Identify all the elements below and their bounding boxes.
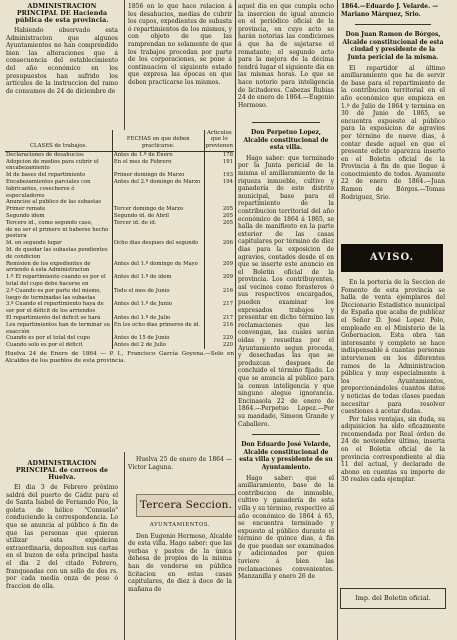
table-header-row <box>5 130 234 151</box>
cell-fecha: Antes de 15 de Junio <box>112 335 204 342</box>
hacienda-continuation: 1856 en lo que hace relacion á los desahucios, medias de cubrir los cupos, expedientes de subasta ó repartimientos de los mismos, y con objeto de que las ramprendan no solamente de que los trabajos procedan por parte de los corporaciones, se pone á continuacion el siguiente estado que expresa las épocas en que deben practicarse los mismos. <box>128 3 232 86</box>
cell-fecha <box>112 247 204 261</box>
aviso-body-2: Por tales ventajas, sin duda, su adquisicion ha sido eficazmente recomendada por Real órden de 24 de noviembre último, inserta en el Boletin oficial de la provincia correspondiente al dia 11 del actual, y declarado de abono en cuentas su importe de 30 reales cada ejemplar. <box>341 415 445 484</box>
column-rule <box>337 0 338 640</box>
divider <box>355 24 431 25</box>
cell-fecha: Primer domingo de Marzo <box>112 172 204 179</box>
cell-clase: 3.º Cuando el repartimiento haya de ser por el déficit de los arriendos <box>5 301 112 315</box>
admin-correos-body: El dia 3 de Febrero próximo saldrá del puerto de Cádiz para el de Santa Isabel de Fernando Póo, la goleta de hélice "Consuelo" conduciendo la correspondencia. Lo que se anuncia al público á fin de que las personas que quieran utilizar esta expedicion extraordinaria, depositen sus cartas en el buzon de esta principal hasta el dia 2 del citado Febrero, franqueadas con un sello de dos rs. por cada media onza de peso ó fraccion de ella. <box>6 484 118 590</box>
column-rule <box>124 0 125 130</box>
header-fechas: FECHAS en que deben practicarse. <box>112 130 204 151</box>
cell-articulo <box>204 227 234 241</box>
table-row <box>5 206 234 213</box>
cell-articulo: 216 <box>222 321 233 328</box>
cell-clase: Anuncios al público de las subastas <box>5 199 112 206</box>
table-row <box>5 335 234 342</box>
cell-clase: Remision de los expedientes de arriendo á esta Administracion <box>5 261 112 275</box>
borgos-notice: El repartidor al último amillaramiento que ha de servir de base para el repartimiento de la contribucion territorial en el año económico que empieza en 1.º de Julio de 1864 y termina en 30 de Junio de 1865, se encuentra expuesto al público para la exposicion de agravios por término de nueve dias, á contar desde aquel en que el presente edicto aparezca inserto en el Boletin oficial de la Provincia á fin de que llegue á conocimiento de todos. Ayamonte 22 de enero de 1864.—Juan Ramon de Bórgos.—Tomas Rodriguez, Srio. <box>341 64 445 201</box>
cell-clase: El repartimiento del déficit se hará <box>5 315 112 322</box>
table-row <box>5 179 234 199</box>
correos-signature: Huelva 25 de enero de 1864 —Víctor Laguna. <box>128 456 232 471</box>
cell-clase: Cuando es por el total del cupo <box>5 335 112 342</box>
table-row <box>5 159 234 173</box>
divider <box>252 434 320 435</box>
cell-fecha: Antes de 1.º de Enero <box>112 151 204 158</box>
velarde-signature: 1864.—Eduardo J. Velarde. —Mariano Márquez, Srio. <box>341 3 439 18</box>
table-row <box>5 301 234 315</box>
cell-clase: Id. de quedar las subastas pendientes de condicion <box>5 247 112 261</box>
cell-fecha: Tercer id. de id. <box>112 220 204 227</box>
cell-articulo: 209 <box>222 260 233 267</box>
cell-articulo: 209 <box>222 274 233 281</box>
ayuntamientos-heading: AYUNTAMIENTOS. <box>149 522 211 528</box>
cell-articulo: 205 <box>222 206 233 213</box>
cell-fecha: Antes del 1.º de Julio <box>112 315 204 322</box>
column-rule <box>124 452 125 640</box>
cell-articulo <box>204 199 234 206</box>
cell-clase: de no ser el primero ni haberse hecho postura <box>5 227 112 241</box>
cell-fecha: En el mes de Febrero <box>112 159 204 173</box>
table-row <box>5 315 234 322</box>
header-clases: CLASES de trabajos. <box>5 130 112 151</box>
imprint-box: Imp. del Boletin oficial. <box>340 588 446 609</box>
admin-hacienda-body: Habiendo observado esta Administracion que algunos Ayuntamientos no han comprendido bien las alteraciones que á consecuencia del establecimiento del año económico en los presupuestos han sufrido los artículos de la instruccion del ramo de consumos de 24 de diciembre de <box>6 27 118 95</box>
table-row <box>5 342 234 349</box>
cell-fecha: Ocho dias despues del segundo <box>112 240 204 247</box>
cell-fecha <box>112 199 204 206</box>
divider <box>252 122 320 123</box>
cell-articulo: 220 <box>222 335 233 342</box>
cell-articulo: 194 <box>222 179 233 186</box>
table-row <box>5 227 234 241</box>
cell-articulo: 205 <box>222 219 233 226</box>
aviso-body: En la portería de la Seccion de Fomento de esta provincia se halla de venta ejemplares del Diccionario Estadístico municipal de España que acaba de publicar el Señor D. José Lopez Polo, empleado en el Ministerio de la Gobernacion. Esta obra tan interesante y completo se hace indispensable á cuantas personas intervienen en los diferentes ramos de la Administracion pública y muy especialmente á los Ayuntamientos, proporcionándoles cuantos datos y noticias de todas clases puedan necesitar para resolver cuestiones á acotar dudas. <box>341 279 445 416</box>
cell-fecha: Antes del 2.º domingo de Marzo <box>112 179 204 199</box>
table-row <box>5 213 234 220</box>
table-row <box>5 288 234 302</box>
cell-fecha: Antes del 1.º de Junio <box>112 301 204 315</box>
cell-articulo: 217 <box>222 301 233 308</box>
lopez-notice: Hago saber: que terminado por la Junta pericial de la misma el amillaramiento de la riqueza inmueble, cultivo y ganadería de este distrito municipal, base para el repartimiento de la contribucion territorial del año económico de 1864 á 1865, se halla de manifiesto en la parte exterior de las casas capitulares por término de diez dias para la exposicion de agravios, contados desde el en que se inserte este anuncio en el Boletin oficial de la provincia. Los contribuyentes, así vecinos como forasteros ó sus respectivos encargados, pueden examinar los expresados trabajos y presentar en dicho término las reclamaciones que les convengan, las cuales serán oidas y resueltas por el Ayuntamiento segun proceda, y desechadas las que se produzcan despues de concluido el término fijado. Lo que se anuncia al público para la comun inteligencia y que ninguno alegue ignorancia. Encinasola 22 de enero de 1864.—Perpetuo Lopez.—Por su mandado, Simeon Grande y Caballero. <box>238 154 334 428</box>
column-3-bottom <box>238 122 334 640</box>
cabezas-rubias-continuation: aquel dia en que cumpla ocho la insercion de igual anuncio en el periódico oficial de la provincia, en cuyo acto se harán notorias las condiciones á que ha de sujetarse el rematante; el segundo acto para la mejora de la décima tendrá lugar el siguiente dia en las mismas horas. Lo que se hace notorio para inteligencia de licitadores. Cabezas Rubias 24 de enero de 1864.—Eugenio Hermoso. <box>238 3 334 109</box>
cell-articulo: 206 <box>222 240 233 247</box>
table-row <box>5 151 234 158</box>
cell-clase: Id de bases del repartimiento <box>5 172 112 179</box>
column-1-top <box>6 3 118 123</box>
table-footer: Huelva 24 de Enero de 1864 — P. I., Francisco García Goyena.—Solo en Alcaldes de los pueblos de esta provincia. <box>5 351 234 364</box>
cell-fecha: Antes del 2 de Julio <box>112 342 204 349</box>
velarde-title: Don Eduardo José Velarde, Alcalde constitucional de esta villa y presidente de su Ayuntamiento. <box>239 441 333 471</box>
cell-clase: Los repartimientos han de terminar su exacción <box>5 322 112 336</box>
header-articulos: Artículos que lo previenen <box>204 130 234 151</box>
cell-articulo <box>204 247 234 261</box>
cell-articulo: 191 <box>222 158 233 165</box>
cell-articulo: 178 <box>222 151 233 158</box>
cell-clase: 2.º Cuando es por parte del mismo, luego de terminadas las subastas <box>5 288 112 302</box>
column-4-top <box>341 3 445 241</box>
borgos-title: Don Juan Ramon de Bórgos, Alcalde constitucional de esta ciudad y presidente de la Junta pericial de la misma. <box>342 31 444 61</box>
cell-clase: Segundo idem <box>5 213 112 220</box>
lopez-title: Don Perpetuo Lopez, Alcalde constitucional de esta villa. <box>243 129 329 152</box>
cell-articulo: 217 <box>222 315 233 322</box>
admin-correos-heading: ADMINISTRACION PRINCIPAL de correos de Huelva. <box>15 460 109 481</box>
column-4-bottom <box>341 279 445 585</box>
cell-fecha: Antes del 1.º de idem <box>112 274 204 288</box>
cell-fecha <box>112 227 204 241</box>
cell-articulo: 220 <box>222 342 233 349</box>
cell-fecha: Todo el mes de Junio <box>112 288 204 302</box>
table-row <box>5 199 234 206</box>
cell-fecha: Tercer domingo de Marzo <box>112 206 204 213</box>
hermoso-notice: Don Eugenio Hermoso, Alcalde de esta villa. Hago saber: que las yerbas y pastos de la única dehesa de propios de la misma han de venderse en pública licitacion en estas casas capitulares, de diez á doce de la mañana de <box>128 532 232 593</box>
cell-fecha: Segundo id. de Abril <box>112 213 204 220</box>
cell-clase: 1.º El repartimiento cuando es por el total del cupo debe hacerse en <box>5 274 112 288</box>
cell-clase: Tercero id., como segundo caso, <box>5 220 112 227</box>
cell-clase: Cuando solo es por el déficit <box>5 342 112 349</box>
column-1-bottom <box>6 460 118 640</box>
table-row <box>5 247 234 261</box>
table-row <box>5 274 234 288</box>
cell-articulo: 193 <box>222 172 233 179</box>
cell-clase: Adopcion de medios para cubrir el encabezamiento <box>5 159 112 173</box>
table-row <box>5 172 234 179</box>
table-row <box>5 220 234 227</box>
ayuntamientos-block <box>128 522 232 640</box>
column-rule <box>235 0 236 640</box>
cell-clase: Primer remate <box>5 206 112 213</box>
cell-clase: Encabezamientos parciales con fabricantes, cosecheros ó especuladores <box>5 179 112 199</box>
cell-clase: Id. en segundo lugar <box>5 240 112 247</box>
cell-articulo: 205 <box>222 213 233 220</box>
cell-fecha: Antes del 1.º domingo de Mayo <box>112 261 204 275</box>
cell-clase: Declaraciones de desahucios <box>5 151 112 158</box>
schedule-table-block <box>5 130 234 448</box>
column-3-top <box>238 3 334 118</box>
aviso-banner: AVISO. <box>341 244 443 272</box>
admin-hacienda-heading: ADMINISTRACION PRINCIPAL DE Hacienda pública de esta provincia. <box>15 3 109 24</box>
cell-articulo: 216 <box>222 287 233 294</box>
schedule-table <box>5 130 234 349</box>
column-2-top <box>128 3 232 125</box>
table-row <box>5 322 234 336</box>
velarde-notice: Hago saber: que el amillaramiento, base de la contribucion de inmueble, cultivo y ganadería de esta villa y su término, respectivo al año económico de 1864 á 65, se encuentra terminado y expuesto al público durante el término de quince dias, á fin de que puedan ser examinados y adicionados por quien tuviere á bien las reclamaciones convenientes. Manzanilla y enero 26 de <box>238 474 334 581</box>
table-row <box>5 240 234 247</box>
cell-fecha: En los ocho dias primeros de id. <box>112 322 204 336</box>
table-row <box>5 261 234 275</box>
tercera-seccion-banner: Tercera Seccion. <box>136 494 236 517</box>
